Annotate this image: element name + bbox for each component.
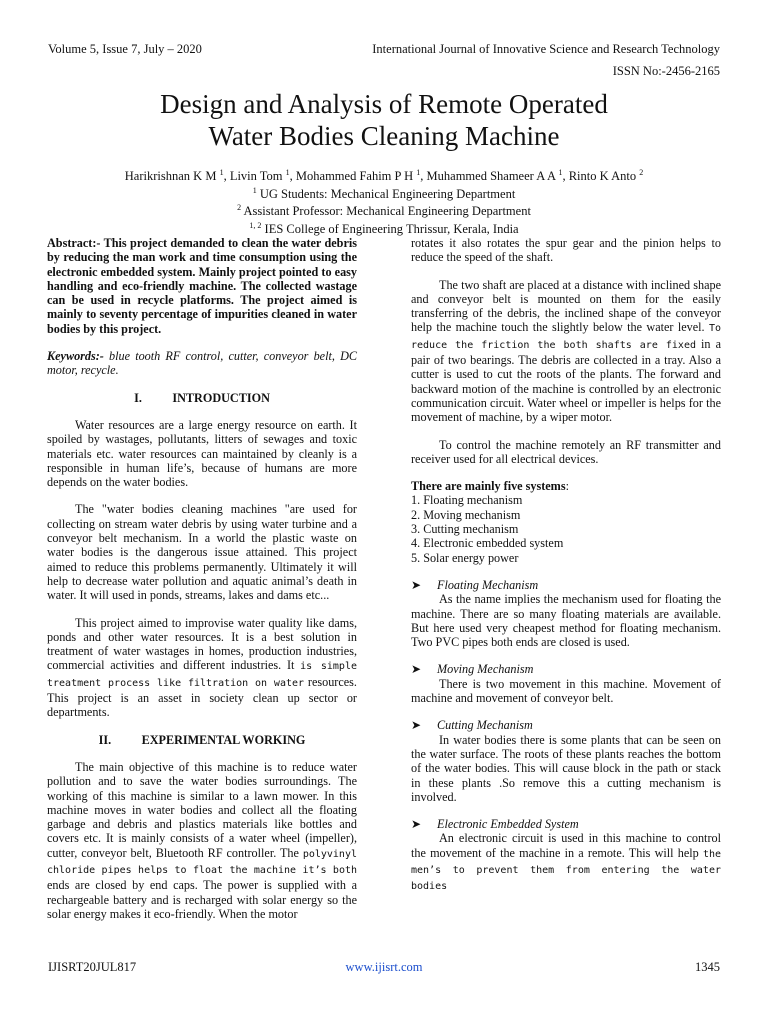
text: An electronic circuit is used in this machine to control the movement of the machine in a remote. This will help (411, 831, 721, 860)
affil-marker: 1 (416, 168, 421, 177)
affiliation-text: UG Students: Mechanical Engineering Department (259, 186, 516, 201)
text: polyvinyl chloride pipes helps to float the machine it’s both (47, 848, 357, 876)
list-item: 1. Floating mechanism (411, 493, 523, 508)
author-name: , Mohammed Fahim P H (289, 169, 417, 184)
author-name: , Livin Tom (223, 169, 286, 184)
paragraph: To control the machine remotely an RF transmitter and receiver used for all electrical devices. (411, 437, 721, 466)
text: ends are closed by end caps. The power is supplied with a rechargeable battery and is recharged with solar energy so the solar energy makes it eco-friendly. When the motor (47, 878, 357, 921)
subheading-floating (411, 578, 721, 592)
text: To reduce the friction the both shafts are fixed (411, 323, 721, 351)
text: Moving Mechanism (437, 662, 534, 677)
paragraph: In water bodies there is some plants that can be seen on the water surface. The roots of these plants reaches the bottom of the water bodies. This will cause block in the path or stack in these plants .So remove this a cutting mechanism is involved. (411, 732, 721, 804)
author-block (0, 166, 768, 237)
list-item: 4. Electronic embedded system (411, 536, 564, 551)
list-item: 3. Cutting mechanism (411, 522, 519, 537)
keywords (47, 349, 357, 378)
left-column (47, 236, 357, 934)
affiliation-1 (0, 184, 768, 202)
section-heading-experimental: II. EXPERIMENTAL WORKING (98, 732, 306, 747)
text: Electronic Embedded System (437, 817, 579, 832)
text: : (565, 479, 569, 494)
systems-heading (411, 479, 721, 493)
subheading-cutting (411, 718, 721, 732)
paragraph (411, 831, 721, 894)
abstract: Abstract:- This project demanded to clean the water debris by reducing the man work and time consumption using the electronic embedded system. Mainly project pointed to easy handling and eco-friendly machine. The collected wastage can be used in recycle platforms. The project aimed is mainly to seventy percentage of impurities cleaned in water bodies by this project. (47, 236, 357, 336)
volume-info: Volume 5, Issue 7, July – 2020 (48, 42, 202, 56)
affil-marker: 2 (639, 168, 644, 177)
arrow-bullet-icon: ➤ (411, 577, 422, 592)
paragraph (47, 616, 357, 720)
text: the men’s to prevent them from entering the water bodies (411, 848, 721, 893)
title-line-2: Water Bodies Cleaning Machine (208, 121, 560, 151)
systems-list (411, 479, 721, 565)
affiliation-text: Assistant Professor: Mechanical Engineering Department (243, 204, 531, 219)
affiliation-2 (0, 201, 768, 219)
arrow-bullet-icon: ➤ (411, 718, 422, 733)
author-name: , Muhammed Shameer A A (420, 169, 559, 184)
page-number: 1345 (695, 960, 720, 974)
paragraph: Water resources are a large energy resource on earth. It spoiled by wastages, pollutants, litters of sewages and toxic materials etc. water resources can maintained by cleanly is a responsible in human life’s, because of humans are more depends on the water bodies. (47, 417, 357, 490)
affil-marker: 1 (252, 185, 257, 195)
affil-marker: 1 (558, 168, 563, 177)
author-name: Harikrishnan K M (124, 169, 220, 184)
author-list (0, 166, 768, 184)
issn: ISSN No:-2456-2165 (612, 64, 720, 78)
keywords-text: blue tooth RF control, cutter, conveyor belt, DC motor, recycle. (47, 349, 357, 378)
paragraph: rotates it also rotates the spur gear and the pinion helps to reduce the speed of the shaft. (411, 236, 721, 265)
affiliation-3 (0, 219, 768, 237)
paragraph: The "water bodies cleaning machines "are used for collecting on stream water debris by using water turbine and a conveyor belt mechanism. In a world the plastic waste on water bodies is the dangerous issue attained. This project aimed to reduce this problems permanently. Ultimately it will help to decrease water pollution and aquatic animal’s death in water. It will used in ponds, streams, lakes and dams etc... (47, 502, 357, 603)
author-name: , Rinto K Anto (562, 169, 640, 184)
paragraph (47, 760, 357, 921)
list-item: 2. Moving mechanism (411, 507, 521, 522)
arrow-bullet-icon: ➤ (411, 817, 422, 832)
paper-title (0, 88, 768, 152)
affiliation-text: IES College of Engineering Thrissur, Kerala, India (264, 222, 519, 237)
right-column (411, 236, 721, 908)
keywords-label: Keywords:- (47, 349, 104, 364)
journal-name: International Journal of Innovative Science and Research Technology (372, 42, 720, 56)
text: There are mainly five systems (411, 479, 566, 494)
paper-code: IJISRT20JUL817 (48, 960, 137, 974)
section-heading-introduction: I. INTRODUCTION (134, 390, 270, 405)
text: The two shaft are placed at a distance with inclined shape and conveyor belt is mounted on them for the easily transferring of the debris, the inclined shape of the conveyor help the machine touch the slightly below the water level. (411, 277, 721, 335)
affil-marker: 1 (285, 168, 290, 177)
affil-marker: 1, 2 (249, 220, 262, 230)
paragraph: As the name implies the mechanism used for floating the machine. There are so many floating materials are available. But here used very cheapest method for floating mechanism. Two PVC pipes both ends are closed is used. (411, 592, 721, 650)
text: Cutting Mechanism (437, 718, 533, 733)
text: is simple treatment process like filtration on water (47, 661, 357, 689)
paragraph: There is two movement in this machine. Movement of machine and movement of conveyor belt. (411, 676, 721, 706)
list-item: 5. Solar energy power (411, 550, 519, 565)
affil-marker: 2 (237, 203, 242, 213)
paragraph (411, 278, 721, 425)
text: Floating Mechanism (437, 577, 539, 592)
text: in a pair of two bearings. The debris are collected in a tray. Also a cutter is used to cut the roots of the plants. The forward and backward motion of the machine is controlled by an electronic communication circuit. Water wheel or impeller is helps for the movement of machine, by a wiper motor. (411, 336, 721, 425)
text: resources. This project is an asset in society clean up sector or departments. (47, 674, 357, 720)
affil-marker: 1 (219, 168, 224, 177)
arrow-bullet-icon: ➤ (411, 662, 422, 677)
subheading-electronic (411, 817, 721, 831)
subheading-moving (411, 662, 721, 676)
text: The main objective of this machine is to reduce water pollution and to save the water bodies surroundings. The working of this machine is similar to a lawn mower. In this machine moves in water bodies and collect all the floating garbage and debris and plastics materials like bottles and covers etc. It is mainly consists of a water wheel (impeller), cutter, conveyor belt, Bluetooth RF controller. The (47, 759, 357, 860)
title-line-1: Design and Analysis of Remote Operated (160, 89, 608, 119)
text: This project aimed to improvise water quality like dams, ponds and other water resources. It is a best solution in treatment of water wastages in homes, production industries, commercial activities and different industries. It (47, 615, 357, 673)
website-link[interactable]: www.ijisrt.com (345, 960, 423, 974)
